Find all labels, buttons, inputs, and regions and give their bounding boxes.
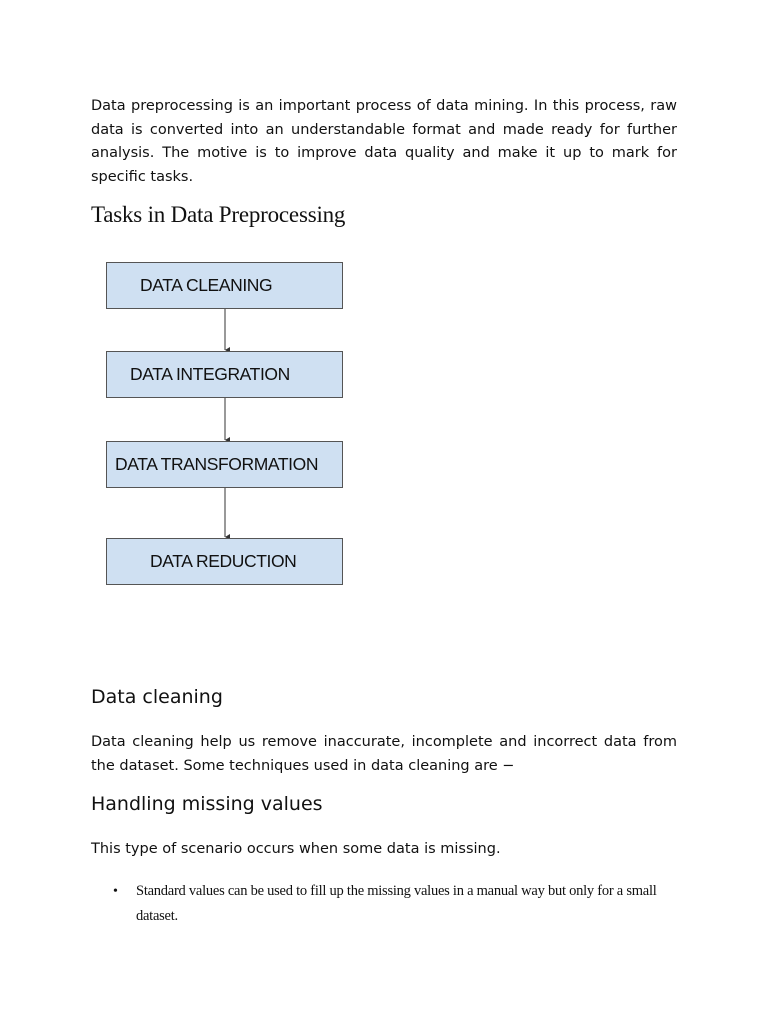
bullet-icon: •	[113, 884, 118, 899]
flow-step-label: DATA INTEGRATION	[130, 364, 290, 384]
list-item	[91, 879, 681, 929]
missing-values-heading: Handling missing values	[91, 793, 323, 815]
flow-step-data-integration	[106, 351, 343, 398]
missing-values-list	[91, 879, 681, 929]
missing-values-paragraph: This type of scenario occurs when some data is missing.	[91, 841, 501, 857]
data-cleaning-paragraph: Data cleaning help us remove inaccurate, incomplete and incorrect data from the dataset. Some techniques used in data cleaning are −	[91, 734, 677, 774]
flow-step-data-transformation	[106, 441, 343, 488]
flow-step-label: DATA REDUCTION	[150, 551, 297, 571]
flow-step-label: DATA CLEANING	[140, 275, 273, 295]
list-item-text: Standard values can be used to fill up the missing values in a manual way but only for a small dataset.	[136, 883, 657, 924]
flow-step-label: DATA TRANSFORMATION	[115, 454, 319, 474]
tasks-heading: Tasks in Data Preprocessing	[91, 202, 346, 227]
flow-step-data-reduction	[106, 538, 343, 585]
intro-paragraph: Data preprocessing is an important process of data mining. In this process, raw data is converted into an understandable format and made ready for further analysis. The motive is to improve data quality and make it up to mark for specific tasks.	[91, 98, 677, 185]
data-cleaning-heading: Data cleaning	[91, 686, 223, 708]
flow-step-data-cleaning	[106, 262, 343, 309]
